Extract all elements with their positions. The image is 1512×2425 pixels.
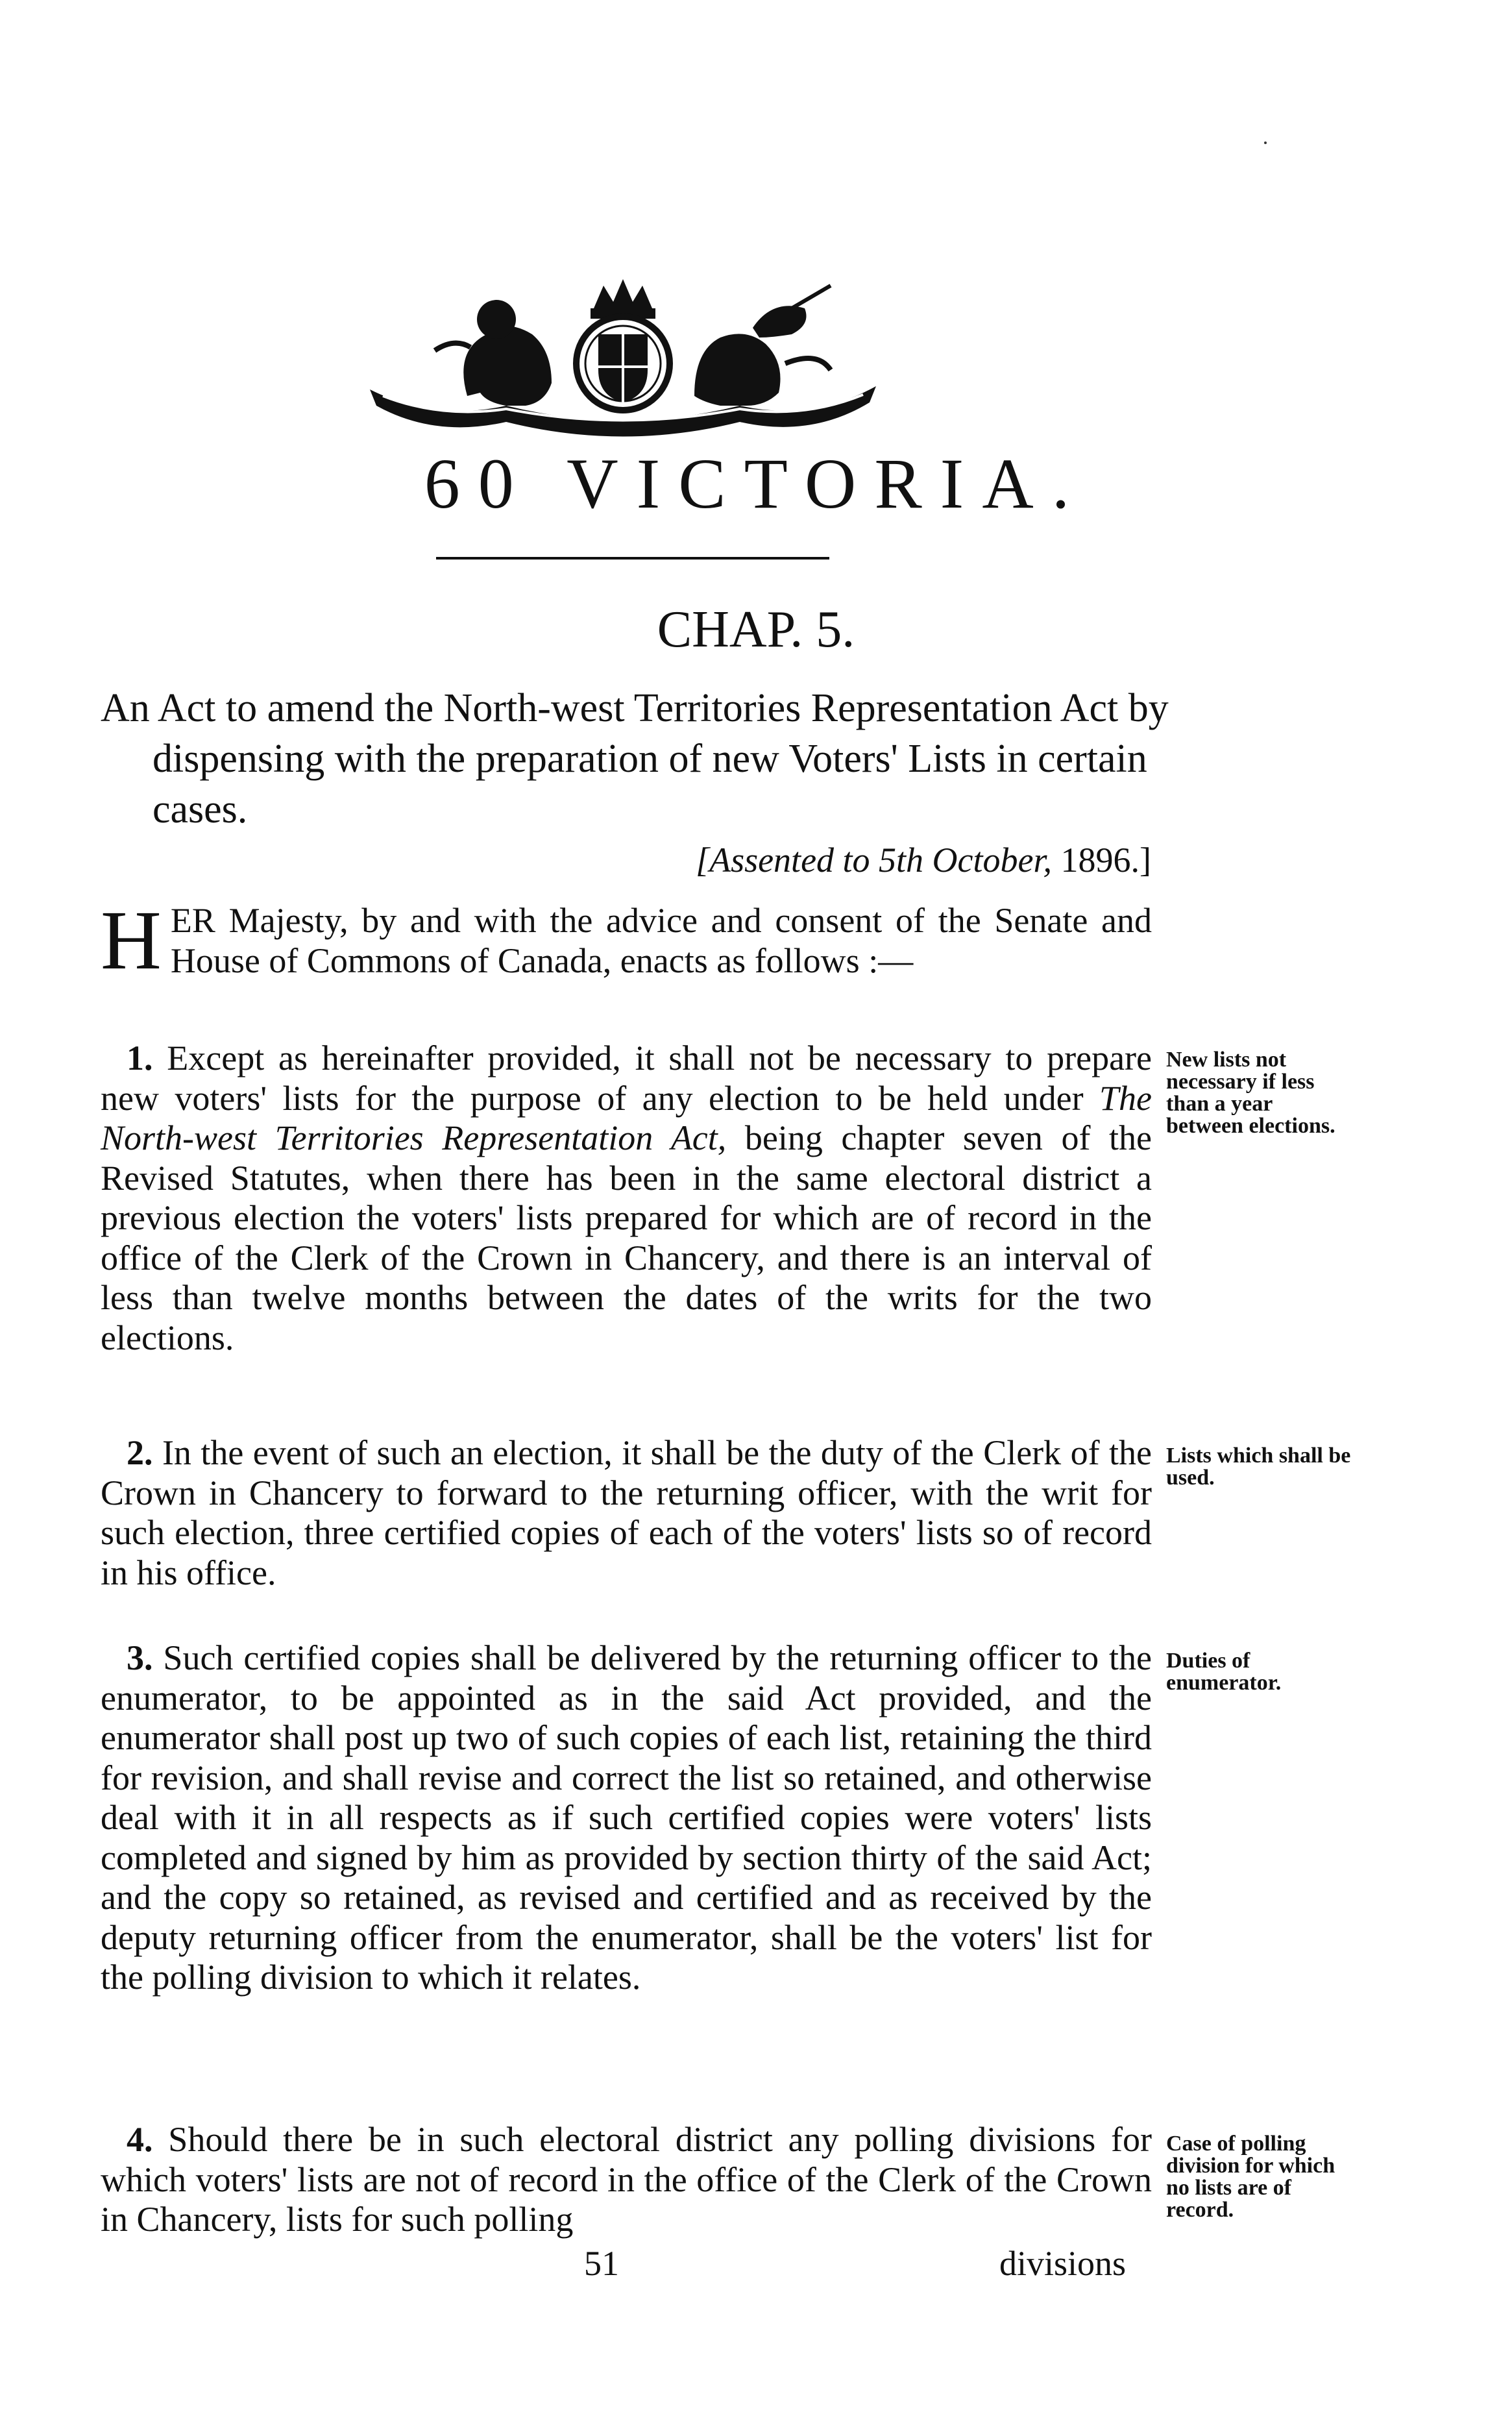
- section-4: [101, 2120, 1152, 2240]
- preamble: [101, 894, 1152, 987]
- assent-year: 1896.]: [1060, 841, 1151, 880]
- section-1: [101, 1039, 1152, 1358]
- volume-title: 60 VICTORIA.: [424, 444, 1088, 523]
- assent-prefix: [Assented to 5th October,: [696, 841, 1053, 880]
- margin-note-3: Duties of enumerator.: [1166, 1649, 1282, 1695]
- dropcap: H: [101, 894, 162, 987]
- royal-coat-of-arms-icon: [357, 273, 889, 441]
- section-2: [101, 1433, 1152, 1593]
- preamble-text: ER Majesty, by and with the advice and consent of the Senate and House of Commons of Canada, enacts as follows :—: [170, 901, 1152, 980]
- section-italic-title: The North-west Territories Representation Act,: [101, 1078, 1152, 1157]
- margin-note-1: New lists not necessary if less than a year between elections.: [1166, 1048, 1335, 1138]
- section-text-continued: being chapter seven of the Revised Statutes, when there has been in the same electoral district a previous election the voters' lists prepared for which are of record in the office of the Clerk of the Crown in Chancery, and there is an interval of less than twelve months between the dates of the writs for the two elections.: [101, 1118, 1152, 1357]
- section-number: 4.: [127, 2120, 153, 2159]
- chapter-heading: CHAP. 5.: [657, 601, 855, 658]
- speck: [1264, 142, 1267, 144]
- section-text: Should there be in such electoral district any polling divisions for which voters' lists are not of record in the office of the Clerk of the Crown in Chancery, lists for such polling: [101, 2120, 1152, 2239]
- section-text: Such certified copies shall be delivered by the returning officer to the enumerator, to be appointed as in the said Act provided, and the enumerator shall post up two of such copies of each list, retaining the third for revision, and shall revise and correct the list so retained, and otherwise deal with it in all respects as if such certified copies were voters' lists completed and signed by him as provided by section thirty of the said Act; and the copy so retained, as revised and certified and as received by the deputy returning officer from the enumerator, shall be the voters' list for the polling division to which it relates.: [101, 1638, 1152, 1997]
- section-text: In the event of such an election, it shall be the duty of the Clerk of the Crown in Chancery to forward to the returning officer, with the writ for such election, three certified copies of each of the voters' lists so of record in his office.: [101, 1433, 1152, 1592]
- section-number: 3.: [127, 1638, 153, 1677]
- title-rule: [436, 557, 829, 560]
- section-3: [101, 1638, 1152, 1998]
- catchword: divisions: [999, 2244, 1127, 2283]
- section-number: 1.: [127, 1039, 153, 1077]
- section-text: Except as hereinafter provided, it shall not be necessary to prepare new voters' lists for the purpose of any election to be held under: [101, 1039, 1152, 1118]
- assent-line: [696, 843, 1151, 878]
- margin-note-4: Case of polling division for which no lists are of record.: [1166, 2132, 1335, 2222]
- act-title: An Act to amend the North-west Territories Representation Act by dispensing with the preparation of new Voters' Lists in certain cases.: [101, 686, 1169, 831]
- margin-note-2: Lists which shall be used.: [1166, 1444, 1351, 1490]
- page-number: 51: [584, 2244, 619, 2283]
- section-number: 2.: [127, 1433, 153, 1472]
